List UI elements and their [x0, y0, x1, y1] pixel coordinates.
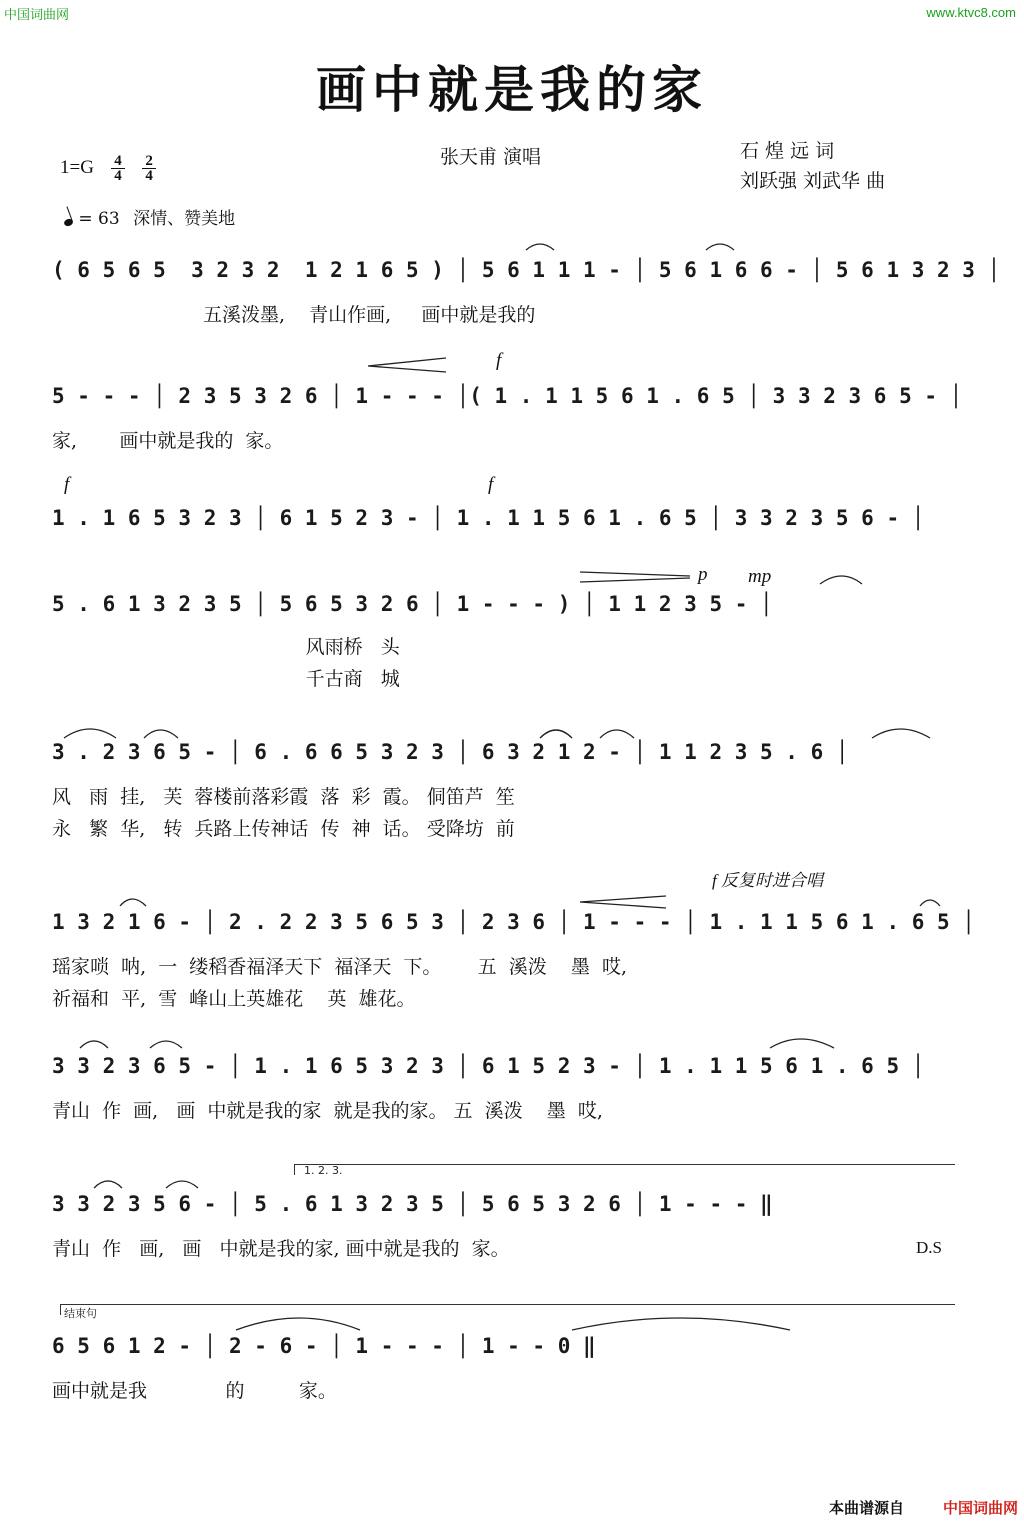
- slur-8: [820, 576, 862, 584]
- watermark-right: www.ktvc8.com: [926, 5, 1016, 20]
- volta-bracket: [294, 1164, 955, 1175]
- slur-13: [770, 1039, 834, 1048]
- slur-3: [64, 729, 116, 738]
- slur-5: [540, 730, 572, 738]
- system-3-notes: 1 . 1 6 5 3 2 3 │ 6 1 5 2 3 - │ 1 . 1 1 5 6 1 . 6 5 │ 3 3 2 3 5 6 - │: [52, 506, 925, 530]
- time-signature-1: $\frac{4}{4}$: [111, 154, 125, 183]
- song-title: 画中就是我的家: [316, 60, 708, 119]
- system-9-notes: 6 5 6 1 2 - │ 2 - 6 - │ 1 - - - │ 1 - - 0 ‖: [52, 1334, 596, 1358]
- system-2-notes: 5 - - - │ 2 3 5 3 2 6 │ 1 - - - │( 1 . 1 1 5 6 1 . 6 5 │ 3 3 2 3 6 5 - │: [52, 384, 963, 408]
- system-5-lyrics-2: 永 繁 华, 转 兵路上传神话 传 神 话。 受降坊 前: [52, 818, 515, 840]
- decrescendo-1: [580, 572, 690, 582]
- system-6-lyrics-1: 瑶家唢 呐, 一 缕稻香福泽天下 福泽天 下。 五 溪泼 墨 哎,: [52, 956, 628, 978]
- slur-15: [166, 1181, 198, 1188]
- dynamic-forte-3: f: [488, 474, 494, 495]
- watermark-left: 中国词曲网: [4, 8, 70, 23]
- dynamic-piano: p: [698, 564, 708, 585]
- volta-label: 1. 2. 3.: [304, 1164, 343, 1177]
- singer: 张天甫 演唱: [440, 146, 542, 168]
- slur-10: [920, 900, 940, 906]
- slur-4: [144, 730, 178, 738]
- system-6-lyrics-2: 祈福和 平, 雪 峰山上英雄花 英 雄花。: [52, 988, 416, 1010]
- footer-site: 中国词曲网: [942, 1499, 1018, 1517]
- system-9-lyrics-1: 画中就是我 的 家。: [52, 1380, 337, 1402]
- segno-instruction: f 反复时进合唱: [712, 871, 823, 890]
- slur-17: [572, 1318, 790, 1330]
- footer-source: 本曲谱源自: [828, 1499, 904, 1517]
- system-1-lyrics-1: 五溪泼墨, 青山作画, 画中就是我的: [52, 304, 536, 326]
- tempo-marking: = 63 深情、赞美地: [64, 204, 235, 229]
- slur-7: [872, 729, 930, 738]
- slur-16: [236, 1318, 360, 1330]
- time-signature-2: $\frac{2}{4}$: [142, 154, 156, 183]
- system-2-lyrics-1: 家, 画中就是我的 家。: [52, 430, 284, 452]
- composer: 刘跃强 刘武华 曲: [740, 170, 886, 192]
- slur-11: [80, 1041, 108, 1048]
- system-5-lyrics-1: 风 雨 挂, 芙 蓉楼前落彩霞 落 彩 霞。 侗笛芦 笙: [52, 786, 515, 808]
- system-6-notes: 1 3 2 1 6 - │ 2 . 2 2 3 5 6 5 3 │ 2 3 6 │ 1 - - - │ 1 . 1 1 5 6 1 . 6 5 │: [52, 910, 975, 934]
- system-8-notes: 3 3 2 3 5 6 - │ 5 . 6 1 3 2 3 5 │ 5 6 5 3 2 6 │ 1 - - - ‖: [52, 1192, 773, 1216]
- crescendo-1: [368, 358, 446, 372]
- slur-2: [706, 244, 734, 250]
- lyricist: 石 煌 远 词: [740, 140, 835, 162]
- crescendo-2: [580, 896, 666, 908]
- key-signature-block: [60, 154, 156, 183]
- quarter-note-icon: [63, 218, 74, 228]
- slur-1: [526, 244, 554, 250]
- dynamic-mezzo-piano: mp: [748, 566, 772, 587]
- system-4-lyrics-2: 千古商 城: [52, 668, 400, 690]
- ending-label: 结束句: [64, 1307, 97, 1320]
- slur-12: [150, 1041, 182, 1048]
- slur-9: [120, 899, 146, 906]
- dynamic-forte-1: f: [496, 350, 502, 371]
- key-signature: 1=G: [60, 157, 94, 178]
- system-4-lyrics-1: 风雨桥 头: [52, 636, 400, 658]
- dal-segno-mark: D.S: [916, 1238, 942, 1257]
- slur-6: [600, 730, 634, 738]
- system-8-lyrics-1: 青山 作 画, 画 中就是我的家, 画中就是我的 家。: [52, 1238, 510, 1260]
- ending-bracket: [60, 1304, 955, 1315]
- system-7-lyrics-1: 青山 作 画, 画 中就是我的家 就是我的家。 五 溪泼 墨 哎,: [52, 1100, 603, 1122]
- slur-14: [94, 1181, 122, 1188]
- dynamic-forte-2: f: [64, 474, 70, 495]
- system-4-notes: 5 . 6 1 3 2 3 5 │ 5 6 5 3 2 6 │ 1 - - - ) │ 1 1 2 3 5 - │: [52, 592, 773, 616]
- system-7-notes: 3 3 2 3 6 5 - │ 1 . 1 6 5 3 2 3 │ 6 1 5 2 3 - │ 1 . 1 1 5 6 1 . 6 5 │: [52, 1054, 925, 1078]
- system-1-notes: ( 6 5 6 5 3 2 3 2 1 2 1 6 5 ) │ 5 6 1 1 1 - │ 5 6 1 6 6 - │ 5 6 1 3 2 3 │: [52, 258, 1001, 282]
- system-5-notes: 3 . 2 3 6 5 - │ 6 . 6 6 5 3 2 3 │ 6 3 2 1 2 - │ 1 1 2 3 5 . 6 │: [52, 740, 849, 764]
